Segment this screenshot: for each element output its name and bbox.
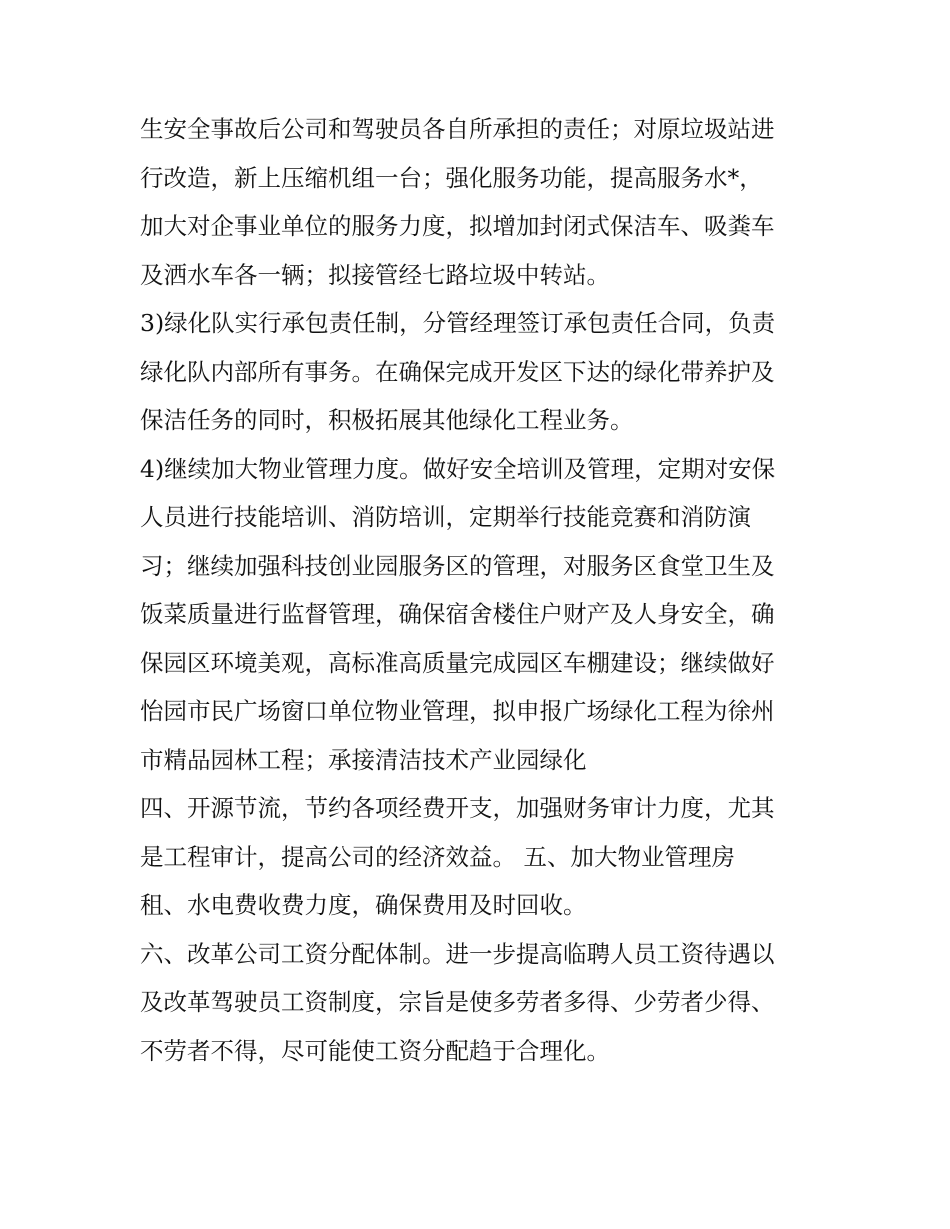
text-line: 绿化队内部所有事务。在确保完成开发区下达的绿化带养护及 <box>140 357 775 386</box>
body-text <box>140 105 820 1075</box>
text-line: 市精品园林工程；承接清洁技术产业园绿化 <box>140 745 587 774</box>
text-line: 四、开源节流，节约各项经费开支，加强财务审计力度，尤其 <box>140 794 775 822</box>
text-line: 习；继续加强科技创业园服务区的管理，对服务区食堂卫生及 <box>140 551 775 580</box>
text-line: 是工程审计，提高公司的经济效益。 五、加大物业管理房 <box>140 842 735 871</box>
text-line: 保园区环境美观，高标准高质量完成园区车棚建设；继续做好 <box>140 648 775 677</box>
text-line: 六、改革公司工资分配体制。进一步提高临聘人员工资待遇以 <box>140 939 775 968</box>
text-line: 3)绿化队实行承包责任制，分管经理签订承包责任合同，负责 <box>140 309 776 337</box>
text-line: 生安全事故后公司和驾驶员各自所承担的责任；对原垃圾站进 <box>140 115 775 143</box>
text-line: 怡园市民广场窗口单位物业管理，拟申报广场绿化工程为徐州 <box>140 697 775 725</box>
text-line: 保洁任务的同时，积极拓展其他绿化工程业务。 <box>140 406 634 434</box>
text-line: 加大对企事业单位的服务力度，拟增加封闭式保洁车、吸粪车 <box>140 212 775 240</box>
text-line: 人员进行技能培训、消防培训，定期举行技能竞赛和消防演 <box>140 503 751 531</box>
text-line: 饭菜质量进行监督管理，确保宿舍楼住户财产及人身安全，确 <box>140 600 775 628</box>
text-line: 租、水电费收费力度，确保费用及时回收。 <box>140 891 587 919</box>
text-line: 4)继续加大物业管理力度。做好安全培训及管理，定期对安保 <box>140 454 776 483</box>
text-line: 及洒水车各一辆；拟接管经七路垃圾中转站。 <box>140 260 610 289</box>
text-line: 行改造，新上压缩机组一台；强化服务功能，提高服务水*， <box>140 163 763 192</box>
text-line: 不劳者不得，尽可能使工资分配趋于合理化。 <box>140 1036 610 1065</box>
text-line: 及改革驾驶员工资制度，宗旨是使多劳者多得、少劳者少得、 <box>140 988 775 1016</box>
